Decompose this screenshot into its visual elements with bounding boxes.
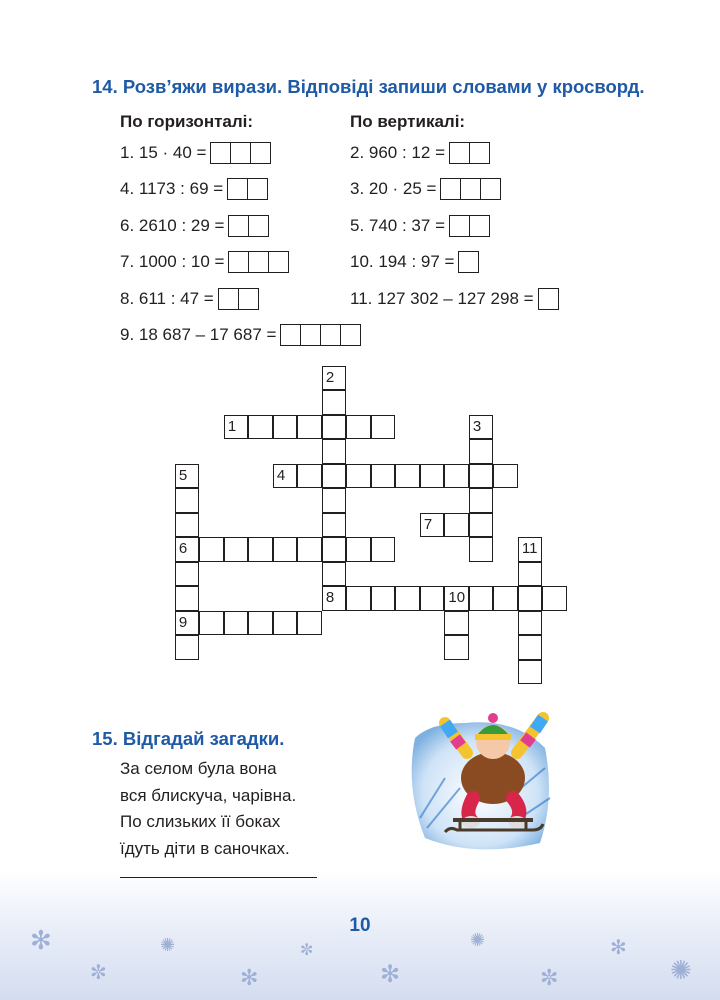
- crossword-cell[interactable]: [444, 635, 469, 660]
- crossword-cell[interactable]: [273, 464, 298, 489]
- crossword-cell[interactable]: [273, 537, 298, 562]
- crossword-clue-number: 7: [423, 515, 433, 533]
- crossword-cell[interactable]: [322, 586, 347, 611]
- snowflake-icon: ✺: [670, 955, 692, 985]
- crossword-cell[interactable]: [175, 464, 200, 489]
- equation-text: 8. 611 : 47 =: [120, 289, 214, 308]
- crossword-cell[interactable]: [518, 586, 543, 611]
- equation-text: 6. 2610 : 29 =: [120, 216, 225, 235]
- crossword-cell[interactable]: [273, 415, 298, 440]
- answer-boxes[interactable]: [280, 324, 361, 346]
- horizontal-heading: По горизонталі:: [120, 112, 254, 131]
- crossword-cell[interactable]: [444, 611, 469, 636]
- crossword-clue-number: 8: [325, 589, 335, 607]
- equation-h6: [120, 215, 269, 237]
- crossword-cell[interactable]: [322, 513, 347, 538]
- crossword-cell[interactable]: [395, 586, 420, 611]
- equation-text: 5. 740 : 37 =: [350, 216, 445, 235]
- crossword-cell[interactable]: [444, 586, 469, 611]
- crossword-cell[interactable]: [420, 513, 445, 538]
- riddle-line: їдуть діти в саночках.: [120, 838, 290, 858]
- crossword-cell[interactable]: [248, 537, 273, 562]
- crossword-cell[interactable]: [322, 415, 347, 440]
- crossword-cell[interactable]: [469, 488, 494, 513]
- equation-h8: [120, 288, 259, 310]
- crossword-cell[interactable]: [224, 415, 249, 440]
- riddle-line: По слизьких її боках: [120, 812, 281, 831]
- equation-h4: [120, 178, 268, 200]
- crossword-cell[interactable]: [322, 488, 347, 513]
- crossword-cell[interactable]: [224, 537, 249, 562]
- crossword-cell[interactable]: [297, 464, 322, 489]
- crossword-cell[interactable]: [248, 415, 273, 440]
- crossword-cell[interactable]: [322, 390, 347, 415]
- crossword-cell[interactable]: [322, 366, 347, 391]
- snowflake-icon: ✻: [240, 965, 259, 990]
- crossword-cell[interactable]: [175, 513, 200, 538]
- crossword-cell[interactable]: [518, 611, 543, 636]
- snowflake-icon: ✺: [470, 930, 486, 950]
- equation-h9: [120, 324, 361, 346]
- crossword-cell[interactable]: [273, 611, 298, 636]
- crossword-cell[interactable]: [518, 660, 543, 685]
- crossword-cell[interactable]: [469, 537, 494, 562]
- task-15-title: 15. Відгадай загадки.: [92, 728, 285, 749]
- task-14-title: 14. Розв’яжи вирази. Відповіді запиши словами у кросворд.: [92, 76, 645, 97]
- crossword-cell[interactable]: [175, 586, 200, 611]
- crossword-cell[interactable]: [297, 537, 322, 562]
- answer-boxes[interactable]: [449, 215, 490, 237]
- answer-boxes[interactable]: [210, 142, 271, 164]
- equation-text: 7. 1000 : 10 =: [120, 252, 225, 271]
- answer-boxes[interactable]: [227, 178, 268, 200]
- answer-boxes[interactable]: [458, 251, 479, 273]
- crossword-cell[interactable]: [469, 464, 494, 489]
- snowflake-icon: ✻: [610, 937, 627, 959]
- crossword-clue-number: 4: [276, 466, 286, 484]
- equation-text: 9. 18 687 – 17 687 =: [120, 325, 277, 344]
- crossword-cell[interactable]: [469, 439, 494, 464]
- crossword-cell[interactable]: [297, 611, 322, 636]
- crossword-clue-number: 11: [521, 540, 538, 558]
- equation-v11: [350, 288, 559, 310]
- page-number: 10: [349, 915, 371, 936]
- crossword-cell[interactable]: [346, 464, 371, 489]
- crossword-cell[interactable]: [224, 611, 249, 636]
- crossword-cell[interactable]: [322, 562, 347, 587]
- snowflake-icon: ✼: [300, 942, 314, 959]
- crossword-cell[interactable]: [420, 586, 445, 611]
- equation-v5: [350, 215, 490, 237]
- crossword-cell[interactable]: [346, 537, 371, 562]
- crossword-cell[interactable]: [518, 635, 543, 660]
- child-on-sled-illustration: [405, 698, 555, 858]
- crossword-cell[interactable]: [175, 488, 200, 513]
- crossword-cell[interactable]: [199, 537, 224, 562]
- answer-boxes[interactable]: [538, 288, 559, 310]
- crossword-cell[interactable]: [469, 513, 494, 538]
- crossword-cell[interactable]: [371, 537, 396, 562]
- crossword-cell[interactable]: [248, 611, 273, 636]
- crossword-cell[interactable]: [542, 586, 567, 611]
- snowflake-icon: ✻: [30, 925, 52, 955]
- crossword-cell[interactable]: [199, 611, 224, 636]
- crossword-cell[interactable]: [395, 464, 420, 489]
- equation-text: 1. 15 · 40 =: [120, 143, 207, 162]
- crossword-clue-number: 9: [178, 613, 188, 631]
- crossword-clue-number: 1: [227, 417, 237, 435]
- snowflake-icon: ✼: [540, 965, 559, 990]
- crossword-cell[interactable]: [420, 464, 445, 489]
- crossword-cell[interactable]: [322, 439, 347, 464]
- answer-line[interactable]: [120, 877, 317, 878]
- riddle-line: За селом була вона: [120, 759, 277, 778]
- crossword-clue-number: 5: [178, 466, 188, 484]
- crossword-cell[interactable]: [175, 537, 200, 562]
- crossword-cell[interactable]: [444, 464, 469, 489]
- crossword-clue-number: 2: [325, 368, 335, 386]
- equation-text: 3. 20 · 25 =: [350, 179, 437, 198]
- crossword-cell[interactable]: [371, 586, 396, 611]
- equation-v2: [350, 142, 490, 164]
- riddle-line: вся блискуча, чарівна.: [120, 785, 297, 805]
- equation-text: 11. 127 302 – 127 298 =: [350, 289, 534, 308]
- crossword-cell[interactable]: [297, 415, 322, 440]
- equation-v10: [350, 251, 479, 273]
- crossword-cell[interactable]: [444, 513, 469, 538]
- answer-boxes[interactable]: [440, 178, 501, 200]
- crossword-cell[interactable]: [493, 586, 518, 611]
- crossword-cell[interactable]: [175, 562, 200, 587]
- crossword-cell[interactable]: [371, 464, 396, 489]
- crossword-clue-number: 3: [472, 417, 482, 435]
- snowflake-icon: ✺: [160, 935, 176, 955]
- equation-text: 10. 194 : 97 =: [350, 252, 455, 271]
- crossword-clue-number: 6: [178, 540, 188, 558]
- crossword-cell[interactable]: [371, 415, 396, 440]
- equation-h7: [120, 251, 289, 273]
- answer-boxes[interactable]: [218, 288, 259, 310]
- equation-v3: [350, 178, 501, 200]
- answer-boxes[interactable]: [449, 142, 490, 164]
- answer-boxes[interactable]: [228, 215, 269, 237]
- crossword-cell[interactable]: [518, 562, 543, 587]
- crossword-cell[interactable]: [493, 464, 518, 489]
- crossword-cell[interactable]: [469, 586, 494, 611]
- crossword-cell[interactable]: [518, 537, 543, 562]
- equation-text: 4. 1173 : 69 =: [120, 179, 224, 198]
- crossword-cell[interactable]: [469, 415, 494, 440]
- snowflake-icon: ✻: [380, 961, 401, 988]
- crossword-cell[interactable]: [322, 464, 347, 489]
- answer-boxes[interactable]: [228, 251, 289, 273]
- equation-h1: [120, 142, 271, 164]
- crossword-cell[interactable]: [175, 635, 200, 660]
- snowflake-icon: ✼: [90, 962, 107, 984]
- crossword-cell[interactable]: [322, 537, 347, 562]
- crossword-cell[interactable]: [346, 586, 371, 611]
- crossword-cell[interactable]: [346, 415, 371, 440]
- vertical-heading: По вертикалі:: [350, 112, 466, 131]
- equation-text: 2. 960 : 12 =: [350, 143, 445, 162]
- crossword-clue-number: 10: [448, 589, 466, 607]
- riddle-text: [120, 756, 296, 862]
- crossword-cell[interactable]: [175, 611, 200, 636]
